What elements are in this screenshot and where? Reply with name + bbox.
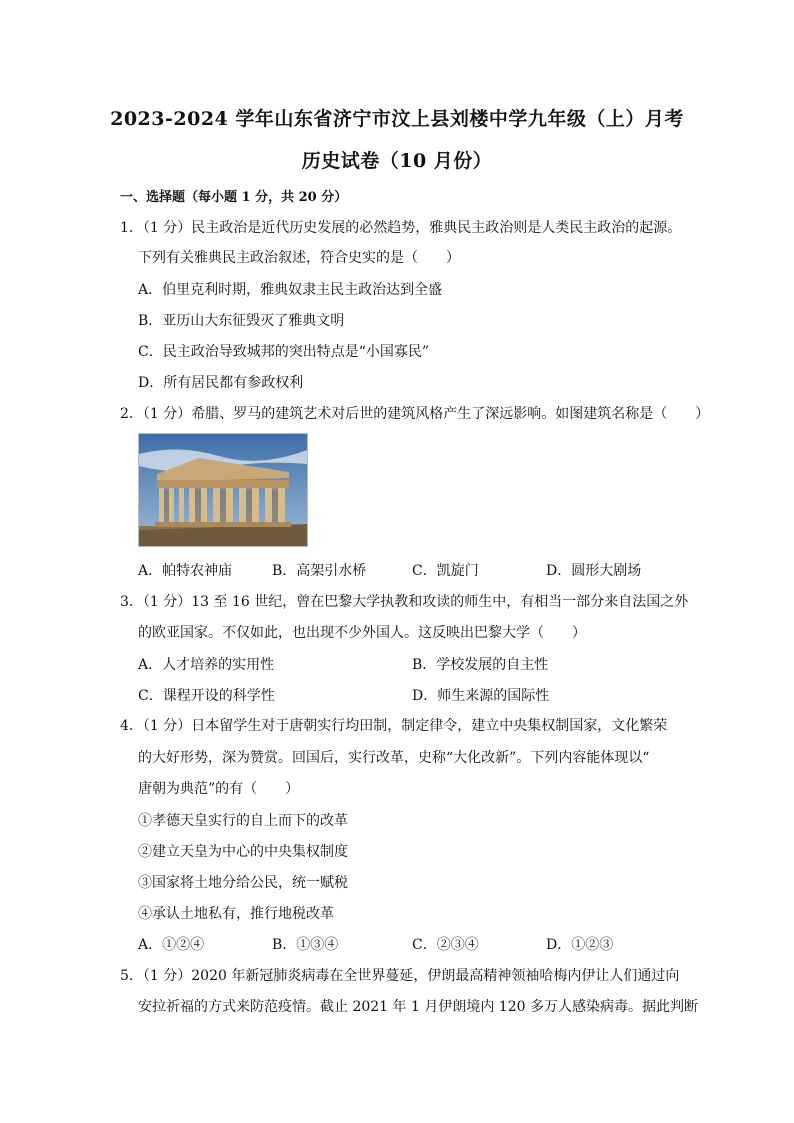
question-4-stem-line3: 唐朝为典范”的有（ ） (138, 781, 300, 797)
question-1-stem-line2: 下列有关雅典民主政治叙述，符合史实的是（ ） (138, 250, 460, 266)
question-4-option-d[interactable]: D．①②③ (546, 937, 614, 953)
question-4-item-3: ③国家将土地分给公民，统一赋税 (138, 875, 348, 891)
question-3-stem-line2: 的欧亚国家。不仅如此，也出现不少外国人。这反映出巴黎大学（ ） (138, 625, 586, 641)
question-3-option-c[interactable]: C．课程开设的科学性 (138, 688, 275, 704)
question-1-stem-line1: 1．（1 分）民主政治是近代历史发展的必然趋势，雅典民主政治则是人类民主政治的起源。 (120, 220, 682, 236)
question-4-option-c[interactable]: C．②③④ (412, 937, 479, 953)
question-4-option-b[interactable]: B．①③④ (272, 937, 339, 953)
question-2-option-a[interactable]: A．帕特农神庙 (138, 563, 233, 579)
question-3-option-d[interactable]: D．师生来源的国际性 (412, 688, 550, 704)
question-2-stem-line1: 2．（1 分）希腊、罗马的建筑艺术对后世的建筑风格产生了深远影响。如图建筑名称是（ ） (120, 406, 710, 422)
question-1-option-a[interactable]: A．伯里克利时期，雅典奴隶主民主政治达到全盛 (138, 282, 443, 298)
question-4-item-4: ④承认土地私有，推行地税改革 (138, 906, 334, 922)
question-2-option-c[interactable]: C．凯旋门 (412, 563, 479, 579)
question-3-option-a[interactable]: A．人才培养的实用性 (138, 657, 275, 673)
question-4-item-2: ②建立天皇为中心的中央集权制度 (138, 844, 348, 860)
question-4-option-a[interactable]: A．①②④ (138, 937, 205, 953)
question-1-option-b[interactable]: B．亚历山大东征毁灭了雅典文明 (138, 313, 345, 329)
question-3-option-b[interactable]: B．学校发展的自主性 (412, 657, 549, 673)
exam-title-line2: 历史试卷（10 月份） (301, 150, 493, 172)
question-1-option-c[interactable]: C．民主政治导致城邦的突出特点是“小国寡民” (138, 344, 430, 360)
exam-title-line1: 2023-2024 学年山东省济宁市汶上县刘楼中学九年级（上）月考 (110, 108, 684, 130)
question-4-item-1: ①孝德天皇实行的自上而下的改革 (138, 813, 348, 829)
question-5-stem-line2: 安拉祈福的方式来防范疫情。截止 2021 年 1 月伊朗境内 120 多万人感染病毒。据此判断 (138, 999, 698, 1015)
parthenon-photo (138, 433, 308, 547)
section-heading: 一、选择题（每小题 1 分，共 20 分） (120, 190, 348, 205)
question-5-stem-line1: 5．（1 分）2020 年新冠肺炎病毒在全世界蔓延，伊朗最高精神领袖哈梅内伊让人们通过向 (120, 968, 680, 984)
question-2-option-d[interactable]: D．圆形大剧场 (546, 563, 642, 579)
question-4-stem-line2: 的大好形势，深为赞赏。回国后，实行改革，史称“大化改新”。下列内容能体现以“ (138, 750, 650, 766)
question-2-option-b[interactable]: B．高架引水桥 (272, 563, 367, 579)
question-4-stem-line1: 4．（1 分）日本留学生对于唐朝实行均田制，制定律令，建立中央集权制国家，文化繁荣 (120, 718, 668, 734)
question-1-option-d[interactable]: D．所有居民都有参政权利 (138, 375, 304, 391)
question-3-stem-line1: 3．（1 分）13 至 16 世纪，曾在巴黎大学执教和攻读的师生中，有相当一部分来自法国之外 (120, 594, 689, 610)
parthenon-illustration (139, 434, 307, 546)
